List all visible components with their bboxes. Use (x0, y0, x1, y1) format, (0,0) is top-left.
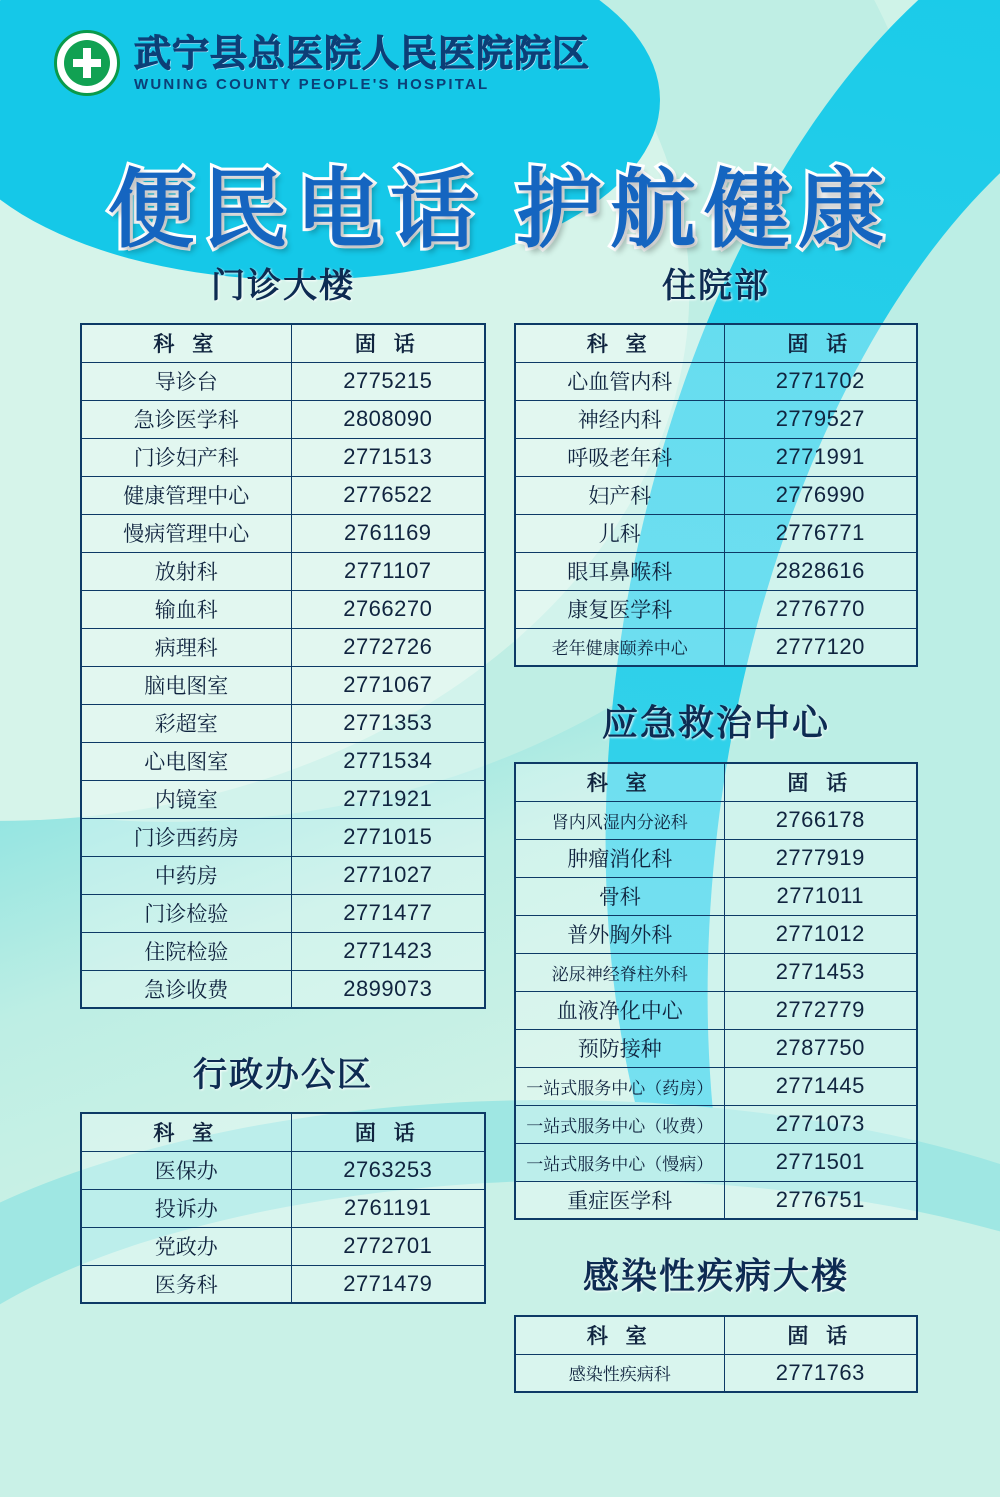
cell-dept: 医保办 (81, 1151, 291, 1189)
cell-tel: 2771015 (291, 818, 485, 856)
section-title-outpatient-building: 门诊大楼 (211, 267, 355, 305)
table-row (81, 856, 485, 894)
cell-dept: 泌尿神经脊柱外科 (515, 953, 724, 991)
cross-glyph (64, 40, 110, 86)
table-row (515, 953, 917, 991)
hospital-name-en: WUNING COUNTY PEOPLE'S HOSPITAL (134, 75, 490, 93)
table-row (515, 514, 917, 552)
cell-tel: 2772701 (291, 1227, 485, 1265)
right-column (500, 258, 1000, 1401)
cell-tel: 2771702 (724, 362, 917, 400)
table-row (81, 894, 485, 932)
cell-tel: 2761169 (291, 514, 485, 552)
cell-dept: 门诊妇产科 (81, 438, 291, 476)
table-row (81, 932, 485, 970)
cell-tel: 2763253 (291, 1151, 485, 1189)
cell-dept: 心电图室 (81, 742, 291, 780)
cell-tel: 2828616 (724, 552, 917, 590)
cell-tel: 2777120 (724, 628, 917, 666)
table-row (81, 362, 485, 400)
table-row (81, 1189, 485, 1227)
column-header-tel: 固 话 (724, 1316, 917, 1354)
table-row (81, 1265, 485, 1303)
cell-dept: 医务科 (81, 1265, 291, 1303)
page-title: 便民电话 护航健康 (108, 162, 892, 258)
cell-dept: 重症医学科 (515, 1181, 724, 1219)
cell-tel: 2777919 (724, 839, 917, 877)
cell-tel: 2771921 (291, 780, 485, 818)
cell-tel: 2766178 (724, 801, 917, 839)
column-header-tel: 固 话 (291, 324, 485, 362)
table-row (81, 1227, 485, 1265)
column-header-tel: 固 话 (724, 763, 917, 801)
cell-dept: 急诊收费 (81, 970, 291, 1008)
table-row (81, 704, 485, 742)
cell-dept: 彩超室 (81, 704, 291, 742)
column-header-tel: 固 话 (724, 324, 917, 362)
cell-dept: 中药房 (81, 856, 291, 894)
cell-dept: 儿科 (515, 514, 724, 552)
cell-tel: 2899073 (291, 970, 485, 1008)
cell-tel: 2771027 (291, 856, 485, 894)
cell-tel: 2771501 (724, 1143, 917, 1181)
table-row (515, 991, 917, 1029)
cell-tel: 2771479 (291, 1265, 485, 1303)
cell-tel: 2776770 (724, 590, 917, 628)
cell-tel: 2771107 (291, 552, 485, 590)
section-title-infectious-disease-building: 感染性疾病大楼 (582, 1255, 849, 1296)
cell-dept: 肿瘤消化科 (515, 839, 724, 877)
table-row (81, 1151, 485, 1189)
column-header-dept: 科 室 (515, 324, 724, 362)
cell-tel: 2771534 (291, 742, 485, 780)
cell-dept: 病理科 (81, 628, 291, 666)
cell-dept: 门诊检验 (81, 894, 291, 932)
table-inpatient-department (514, 323, 918, 667)
green-cross-medical-logo-icon (54, 30, 120, 96)
table-row (81, 780, 485, 818)
cell-tel: 2775215 (291, 362, 485, 400)
cell-tel: 2771763 (724, 1354, 917, 1392)
cell-dept: 急诊医学科 (81, 400, 291, 438)
column-header-dept: 科 室 (81, 324, 291, 362)
cell-dept: 投诉办 (81, 1189, 291, 1227)
table-row (515, 438, 917, 476)
cell-dept: 一站式服务中心（收费） (515, 1105, 724, 1143)
cell-dept: 导诊台 (81, 362, 291, 400)
cell-dept: 党政办 (81, 1227, 291, 1265)
cell-tel: 2779527 (724, 400, 917, 438)
cell-dept: 妇产科 (515, 476, 724, 514)
cell-dept: 预防接种 (515, 1029, 724, 1067)
table-row (81, 438, 485, 476)
table-row (515, 628, 917, 666)
column-header-dept: 科 室 (81, 1113, 291, 1151)
table-header-row (515, 324, 917, 362)
table-header-row (515, 1316, 917, 1354)
table-row (515, 877, 917, 915)
column-header-dept: 科 室 (515, 1316, 724, 1354)
cell-dept: 心血管内科 (515, 362, 724, 400)
table-row (81, 590, 485, 628)
table-row (515, 839, 917, 877)
table-row (81, 818, 485, 856)
table-row (515, 1354, 917, 1392)
cell-dept: 一站式服务中心（药房） (515, 1067, 724, 1105)
cell-tel: 2766270 (291, 590, 485, 628)
columns (0, 258, 1000, 1401)
cell-tel: 2771067 (291, 666, 485, 704)
cell-tel: 2772779 (724, 991, 917, 1029)
table-row (515, 1181, 917, 1219)
cell-dept: 康复医学科 (515, 590, 724, 628)
spacer (80, 1017, 486, 1047)
cell-dept: 住院检验 (81, 932, 291, 970)
cell-tel: 2776751 (724, 1181, 917, 1219)
cell-tel: 2771477 (291, 894, 485, 932)
cell-dept: 肾内风湿内分泌科 (515, 801, 724, 839)
table-row (81, 666, 485, 704)
table-row (515, 590, 917, 628)
cell-tel: 2771011 (724, 877, 917, 915)
cell-dept: 普外胸外科 (515, 915, 724, 953)
table-header-row (81, 324, 485, 362)
cell-tel: 2776522 (291, 476, 485, 514)
table-outpatient-building (80, 323, 486, 1009)
section-title-inpatient-department: 住院部 (662, 267, 770, 305)
cell-dept: 慢病管理中心 (81, 514, 291, 552)
table-row (515, 1067, 917, 1105)
cell-dept: 放射科 (81, 552, 291, 590)
cell-dept: 血液净化中心 (515, 991, 724, 1029)
cell-tel: 2771513 (291, 438, 485, 476)
cell-dept: 一站式服务中心（慢病） (515, 1143, 724, 1181)
table-header-row (81, 1113, 485, 1151)
table-row (515, 1143, 917, 1181)
table-row (81, 514, 485, 552)
cell-dept: 感染性疾病科 (515, 1354, 724, 1392)
cell-dept: 神经内科 (515, 400, 724, 438)
cell-tel: 2776771 (724, 514, 917, 552)
cell-tel: 2771353 (291, 704, 485, 742)
spacer (514, 1228, 918, 1248)
table-row (81, 628, 485, 666)
section-title-emergency-rescue-center: 应急救治中心 (601, 702, 830, 743)
cell-dept: 脑电图室 (81, 666, 291, 704)
table-row (81, 552, 485, 590)
cell-tel: 2771453 (724, 953, 917, 991)
cell-dept: 内镜室 (81, 780, 291, 818)
table-infectious-disease-building (514, 1315, 918, 1393)
cell-dept: 骨科 (515, 877, 724, 915)
cell-dept: 输血科 (81, 590, 291, 628)
cell-tel: 2771423 (291, 932, 485, 970)
table-row (81, 476, 485, 514)
cell-tel: 2771445 (724, 1067, 917, 1105)
table-row (515, 400, 917, 438)
cell-dept: 老年健康颐养中心 (515, 628, 724, 666)
cell-tel: 2771012 (724, 915, 917, 953)
hospital-logo-row (54, 30, 590, 96)
column-header-dept: 科 室 (515, 763, 724, 801)
cell-tel: 2771073 (724, 1105, 917, 1143)
table-row (515, 1105, 917, 1143)
table-row (81, 742, 485, 780)
table-emergency-rescue-center (514, 762, 918, 1220)
table-row (515, 1029, 917, 1067)
table-row (81, 970, 485, 1008)
cell-tel: 2772726 (291, 628, 485, 666)
cell-dept: 门诊西药房 (81, 818, 291, 856)
table-row (515, 915, 917, 953)
cell-tel: 2787750 (724, 1029, 917, 1067)
table-row (515, 552, 917, 590)
cell-tel: 2776990 (724, 476, 917, 514)
table-administrative-office-area (80, 1112, 486, 1304)
cell-dept: 健康管理中心 (81, 476, 291, 514)
table-row (515, 801, 917, 839)
cell-tel: 2808090 (291, 400, 485, 438)
hospital-name-block (134, 32, 590, 93)
spacer (514, 675, 918, 695)
cell-tel: 2771991 (724, 438, 917, 476)
table-row (515, 476, 917, 514)
cell-dept: 眼耳鼻喉科 (515, 552, 724, 590)
cell-tel: 2761191 (291, 1189, 485, 1227)
column-header-tel: 固 话 (291, 1113, 485, 1151)
cell-dept: 呼吸老年科 (515, 438, 724, 476)
table-header-row (515, 763, 917, 801)
hospital-name-cn: 武宁县总医院人民医院院区 (134, 32, 590, 74)
table-row (81, 400, 485, 438)
left-column (0, 258, 500, 1401)
section-title-administrative-office-area: 行政办公区 (193, 1056, 373, 1094)
table-row (515, 362, 917, 400)
